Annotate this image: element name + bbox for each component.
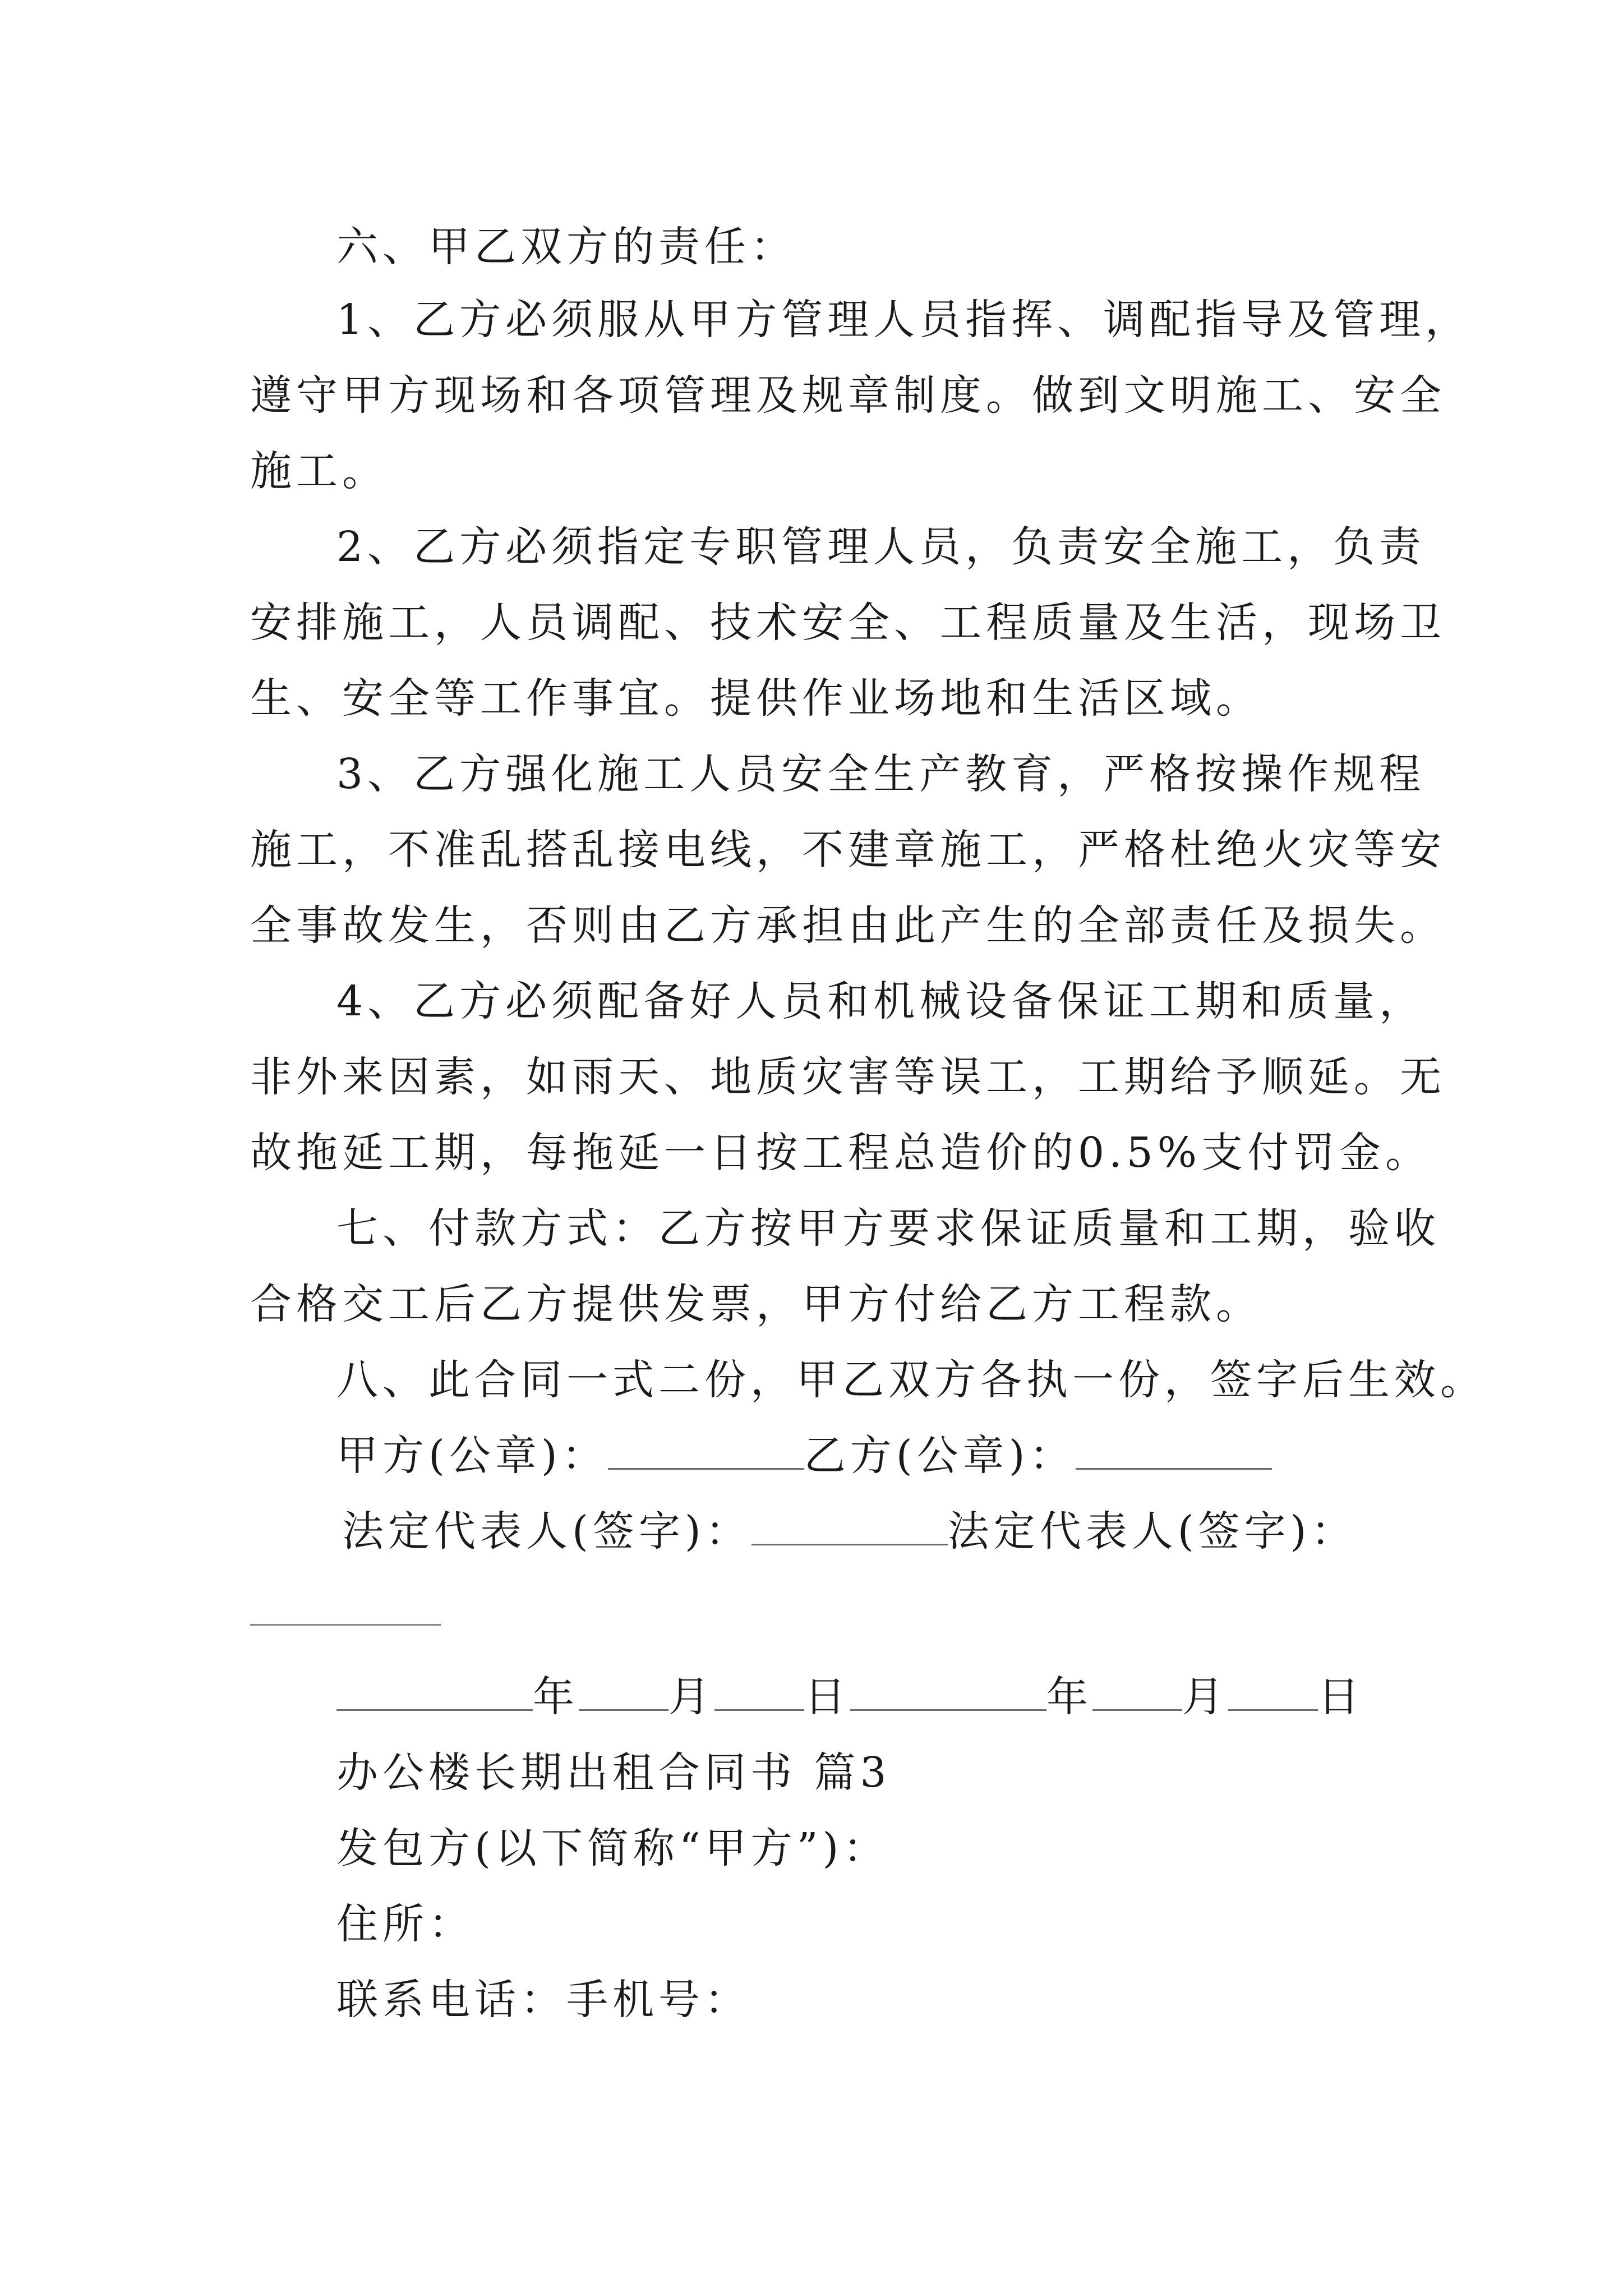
date-row <box>336 1669 1481 1725</box>
date-a-day: 日 <box>804 1673 850 1721</box>
party-a-seal-blank <box>608 1431 804 1470</box>
clause-3-line-1: 3、乙方强化施工人员安全生产教育，严格按操作规程 <box>336 750 1426 798</box>
clause-3-line-2: 施工，不准乱搭乱接电线，不建章施工，严格杜绝火灾等安 <box>250 826 1446 874</box>
section-8-line-1: 八、此合同一式二份，甲乙双方各执一份，签字后生效。 <box>336 1356 1486 1404</box>
clause-2-line-3: 生、安全等工作事宜。提供作业场地和生活区域。 <box>250 674 1262 723</box>
date-b-year: 年 <box>1046 1673 1092 1721</box>
date-a-year: 年 <box>533 1673 579 1721</box>
date-b-day: 日 <box>1318 1673 1364 1721</box>
seal-row <box>336 1428 1481 1484</box>
section-6-heading: 六、甲乙双方的责任： <box>336 223 796 271</box>
clause-1-line-3: 施工。 <box>250 447 388 495</box>
clause-1-line-1: 1、乙方必须服从甲方管理人员指挥、调配指导及管理， <box>336 296 1472 344</box>
date-b-day-blank <box>1228 1672 1318 1711</box>
rep-a-blank <box>751 1507 948 1545</box>
clause-3-line-3: 全事故发生，否则由乙方承担由此产生的全部责任及损失。 <box>250 901 1446 950</box>
date-a-month: 月 <box>668 1673 714 1721</box>
date-b-blank <box>850 1672 1046 1711</box>
address-label: 住所： <box>336 1900 474 1948</box>
clause-4-line-2: 非外来因素，如雨天、地质灾害等误工，工期给予顺延。无 <box>250 1053 1446 1101</box>
date-a-blank <box>336 1672 533 1711</box>
clause-2-line-2: 安排施工，人员调配、技术安全、工程质量及生活，现场卫 <box>250 599 1446 647</box>
section-7-line-2: 合格交工后乙方提供发票，甲方付给乙方工程款。 <box>250 1280 1262 1328</box>
date-a-day-blank <box>714 1672 804 1711</box>
rep-a-label: 法定代表人(签字)： <box>342 1507 751 1556</box>
rep-b-label: 法定代表人(签字)： <box>947 1507 1357 1556</box>
phone-label: 联系电话：手机号： <box>336 1976 750 2024</box>
rep-b-signature-blank <box>250 1624 441 1626</box>
party-a-seal-label: 甲方(公章)： <box>336 1432 608 1480</box>
representative-row <box>342 1503 1486 1559</box>
clause-2-line-1: 2、乙方必须指定专职管理人员，负责安全施工，负责 <box>336 523 1426 571</box>
clause-4-line-3: 故拖延工期，每拖延一日按工程总造价的0.5%支付罚金。 <box>250 1129 1431 1177</box>
date-b-month: 月 <box>1182 1673 1228 1721</box>
clause-4-line-1: 4、乙方必须配备好人员和机械设备保证工期和质量， <box>336 977 1426 1025</box>
section-7-line-1: 七、付款方式：乙方按甲方要求保证质量和工期，验收 <box>336 1204 1440 1253</box>
party-b-seal-label: 乙方(公章)： <box>804 1432 1076 1480</box>
next-contract-title: 办公楼长期出租合同书 篇3 <box>336 1749 891 1797</box>
party-b-seal-blank <box>1076 1431 1272 1470</box>
clause-1-line-2: 遵守甲方现场和各项管理及规章制度。做到文明施工、安全 <box>250 371 1446 420</box>
contractor-label: 发包方(以下简称“甲方”)： <box>336 1824 889 1872</box>
date-a-month-blank <box>579 1672 668 1711</box>
date-b-month-blank <box>1092 1672 1182 1711</box>
